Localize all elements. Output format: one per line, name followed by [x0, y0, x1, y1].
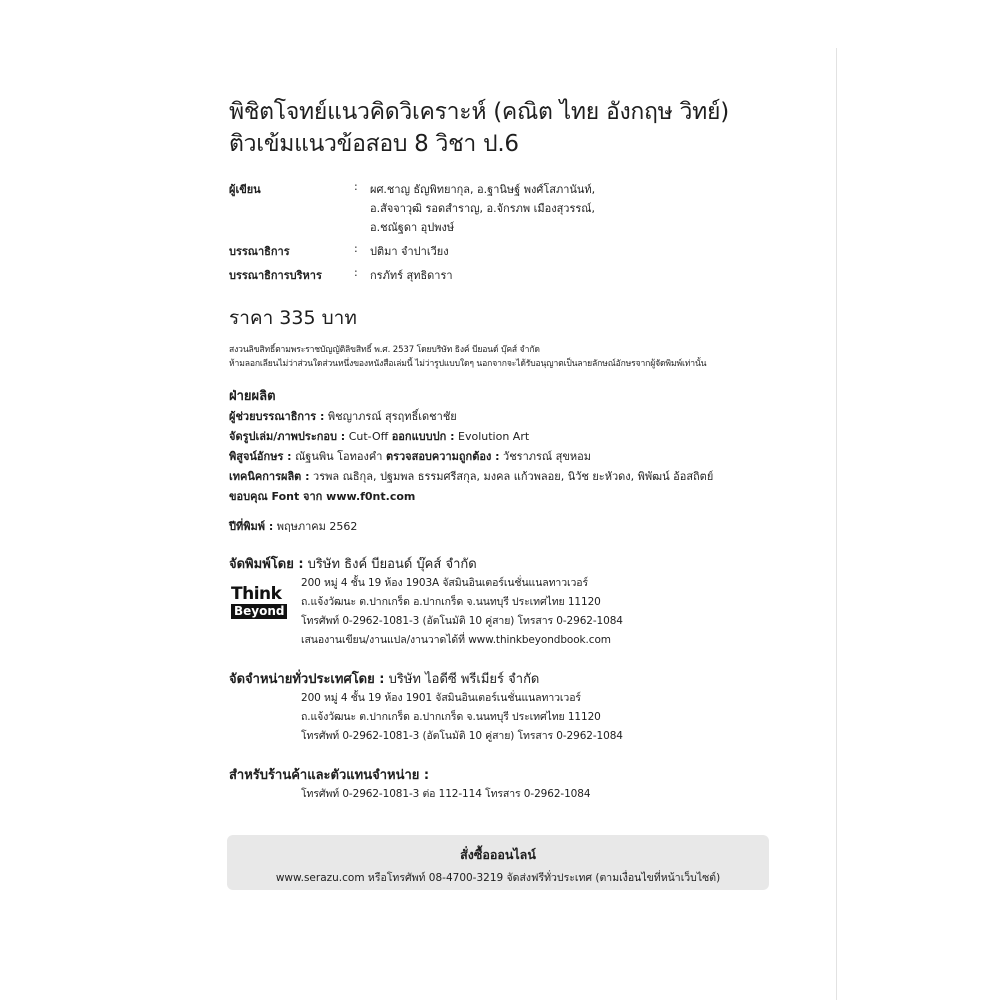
author-line: อ.ชณัฐดา อุปพงษ์ — [370, 221, 455, 234]
production-team — [229, 387, 789, 507]
page-edge-divider — [836, 48, 837, 1000]
layout-line — [229, 427, 789, 447]
layout-name: Cut-Off — [345, 430, 392, 443]
editor-name: ปติมา จำปาเวียง — [370, 245, 449, 258]
editor-label: บรรณาธิการ — [229, 245, 290, 258]
publisher-address-line: โทรศัพท์ 0-2962-1081-3 (อัตโนมัติ 10 คู่สาย) โทรสาร 0-2962-1084 — [301, 615, 623, 627]
author-line: ผศ.ชาญ ธัญพิทยากุล, อ.ฐานิษฐ์ พงศ์โสภานันท์, — [370, 183, 596, 196]
distributor-label: จัดจำหน่ายทั่วประเทศโดย : — [229, 672, 385, 687]
editor-row — [229, 242, 789, 261]
online-order-detail: www.serazu.com หรือโทรศัพท์ 08-4700-3219 จัดส่งฟรีทั่วประเทศ (ตามเงื่อนไขที่หน้าเว็บไซต์) — [275, 872, 721, 884]
exec-editor-name: กรภัทร์ สุทธิดารา — [370, 269, 453, 282]
proof-label: พิสูจน์อักษร : — [229, 450, 292, 463]
check-label: ตรวจสอบความถูกต้อง : — [385, 450, 500, 463]
think-beyond-logo — [229, 584, 291, 624]
distributor-address — [301, 689, 789, 746]
publisher-address-line: เสนองานเขียน/งานแปล/งานวาดได้ที่ www.thinkbeyondbook.com — [301, 634, 611, 646]
exec-editor-colon: : — [354, 266, 358, 279]
logo-text-line1: Think — [231, 584, 282, 604]
online-order-title: สั่งซื้อออนไลน์ — [460, 847, 536, 862]
credits-block — [229, 180, 789, 285]
publish-year-label: ปีที่พิมพ์ : — [229, 520, 274, 533]
publisher-address — [301, 574, 789, 650]
editor-colon: : — [354, 242, 358, 255]
publisher-label: จัดพิมพ์โดย : — [229, 557, 304, 572]
copyright-notice — [229, 343, 789, 371]
tech-line — [229, 467, 789, 487]
author-label: ผู้เขียน — [229, 183, 261, 196]
proof-name: ณัฐนพิน โอทองคำ — [291, 450, 386, 463]
publish-year — [229, 517, 789, 535]
author-line: อ.สัจจาวุฒิ รอดสำราญ, อ.จักรภพ เมืองสุวรรณ์, — [370, 202, 596, 215]
font-thanks: ขอบคุณ Font จาก www.f0nt.com — [229, 490, 416, 503]
online-order-box — [227, 835, 769, 890]
asst-editor-label: ผู้ช่วยบรรณาธิการ : — [229, 410, 325, 423]
retail-section — [229, 764, 789, 804]
distributor-address-line: 200 หมู่ 4 ชั้น 19 ห้อง 1901 จัสมินอินเตอร์เนชั่นแนลทาวเวอร์ — [301, 692, 581, 704]
publisher-section — [229, 553, 789, 650]
distributor-address-line: ถ.แจ้งวัฒนะ ต.ปากเกร็ด อ.ปากเกร็ด จ.นนทบุรี ประเทศไทย 11120 — [301, 711, 601, 723]
tech-label: เทคนิคการผลิต : — [229, 470, 310, 483]
exec-editor-label: บรรณาธิการบริหาร — [229, 269, 322, 282]
asst-editor-line — [229, 407, 789, 427]
book-title-line1: พิชิตโจทย์แนวคิดวิเคราะห์ (คณิต ไทย อังกฤษ วิทย์) — [229, 99, 729, 125]
distributor-section — [229, 668, 789, 746]
cover-name: Evolution Art — [454, 430, 530, 443]
exec-editor-row — [229, 266, 789, 285]
layout-label: จัดรูปเล่ม/ภาพประกอบ : — [229, 430, 346, 443]
check-name: วัชราภรณ์ สุขหอม — [499, 450, 591, 463]
book-title-line2: ติวเข้มแนวข้อสอบ 8 วิชา ป.6 — [229, 131, 519, 157]
proof-line — [229, 447, 789, 467]
asst-editor-name: พิชญาภรณ์ สุรฤทธิ์เดชาชัย — [324, 410, 457, 423]
tech-names: วรพล ณธิกุล, ปฐมพล ธรรมศรีสกุล, มงคล แก้วพลอย, นิวัช ยะหัวดง, พิพัฒน์ อ้อสถิตย์ — [309, 470, 714, 483]
publisher-name: บริษัท ธิงค์ บียอนด์ บุ๊คส์ จำกัด — [303, 557, 477, 572]
distributor-name: บริษัท ไอดีซี พรีเมียร์ จำกัด — [384, 672, 540, 687]
author-row — [229, 180, 789, 237]
publisher-body — [229, 574, 789, 650]
publisher-address-line: 200 หมู่ 4 ชั้น 19 ห้อง 1903A จัสมินอินเตอร์เนชั่นแนลทาวเวอร์ — [301, 577, 589, 589]
publisher-address-line: ถ.แจ้งวัฒนะ ต.ปากเกร็ด อ.ปากเกร็ด จ.นนทบุรี ประเทศไทย 11120 — [301, 596, 601, 608]
copyright-line: ห้ามลอกเลียนไม่ว่าส่วนใดส่วนหนึ่งของหนังสือเล่มนี้ ไม่ว่ารูปแบบใดๆ นอกจากจะได้รับอนุญาตเป็นลายลักษณ์อักษรจากผู้จัดพิมพ์เท่านั้น — [229, 359, 707, 369]
distributor-address-line: โทรศัพท์ 0-2962-1081-3 (อัตโนมัติ 10 คู่สาย) โทรสาร 0-2962-1084 — [301, 730, 623, 742]
cover-label: ออกแบบปก : — [391, 430, 455, 443]
publisher-heading — [229, 553, 789, 574]
copyright-line: สงวนลิขสิทธิ์ตามพระราชบัญญัติลิขสิทธิ์ พ.ศ. 2537 โดยบริษัท ธิงค์ บียอนด์ บุ๊คส์ จำกัด — [229, 345, 540, 355]
author-colon: : — [354, 180, 358, 193]
colophon-page — [229, 96, 789, 804]
logo-text-line2: Beyond — [231, 604, 287, 619]
author-names — [370, 180, 595, 237]
production-heading: ฝ่ายผลิต — [229, 389, 276, 404]
distributor-heading — [229, 668, 789, 689]
retail-heading: สำหรับร้านค้าและตัวแทนจำหน่าย : — [229, 768, 430, 783]
retail-contact: โทรศัพท์ 0-2962-1081-3 ต่อ 112-114 โทรสาร 0-2962-1084 — [301, 788, 591, 800]
publish-year-value: พฤษภาคม 2562 — [273, 520, 358, 533]
book-price: ราคา 335 บาท — [229, 307, 357, 329]
